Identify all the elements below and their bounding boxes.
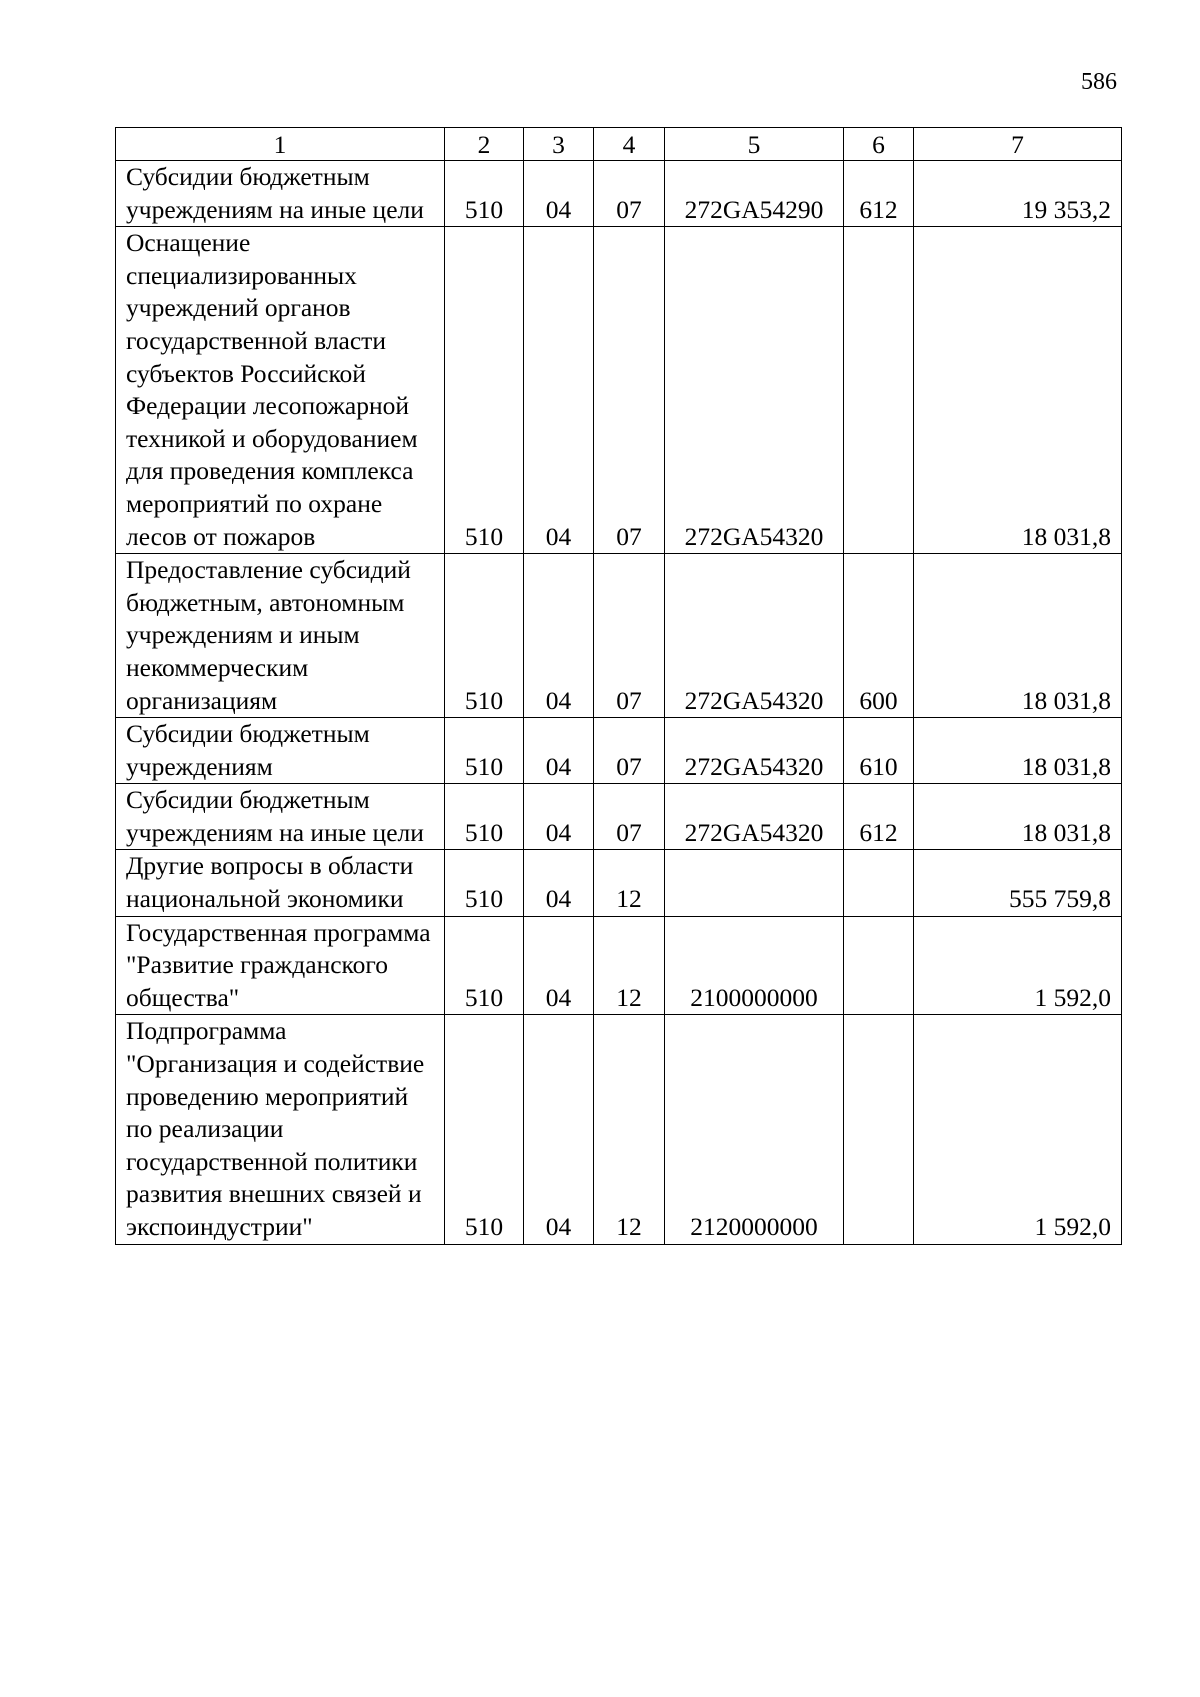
subsection-code-cell: 07 bbox=[594, 718, 665, 784]
target-article-cell: 272GA54320 bbox=[665, 784, 844, 850]
amount-cell: 1 592,0 bbox=[914, 1015, 1122, 1244]
column-header: 3 bbox=[524, 128, 594, 161]
expense-type-cell: 612 bbox=[844, 784, 914, 850]
amount-cell: 18 031,8 bbox=[914, 227, 1122, 554]
target-article-cell: 272GA54320 bbox=[665, 554, 844, 718]
ministry-code-cell: 510 bbox=[445, 161, 524, 227]
section-code-cell: 04 bbox=[524, 554, 594, 718]
ministry-code-cell: 510 bbox=[445, 784, 524, 850]
section-code-cell: 04 bbox=[524, 850, 594, 916]
item-name-cell: Подпрограмма "Организация и содействие проведению мероприятий по реализации государственной политики развития внешних связей и экспоиндустрии" bbox=[116, 1015, 445, 1244]
column-header: 7 bbox=[914, 128, 1122, 161]
expense-type-cell bbox=[844, 227, 914, 554]
ministry-code-cell: 510 bbox=[445, 718, 524, 784]
section-code-cell: 04 bbox=[524, 718, 594, 784]
column-header: 1 bbox=[116, 128, 445, 161]
ministry-code-cell: 510 bbox=[445, 227, 524, 554]
page-number: 586 bbox=[1081, 69, 1117, 95]
amount-cell: 1 592,0 bbox=[914, 916, 1122, 1015]
target-article-cell: 2100000000 bbox=[665, 916, 844, 1015]
target-article-cell: 272GA54290 bbox=[665, 161, 844, 227]
amount-cell: 18 031,8 bbox=[914, 784, 1122, 850]
target-article-cell bbox=[665, 850, 844, 916]
expense-type-cell bbox=[844, 916, 914, 1015]
subsection-code-cell: 12 bbox=[594, 1015, 665, 1244]
budget-table bbox=[115, 127, 1122, 1245]
ministry-code-cell: 510 bbox=[445, 850, 524, 916]
table-row bbox=[116, 784, 1122, 850]
column-header: 2 bbox=[445, 128, 524, 161]
item-name-cell: Оснащение специализированных учреждений органов государственной власти субъектов Российской Федерации лесопожарной техникой и оборудованием для проведения комплекса мероприятий по охране лесов от пожаров bbox=[116, 227, 445, 554]
subsection-code-cell: 07 bbox=[594, 227, 665, 554]
item-name-cell: Предоставление субсидий бюджетным, автономным учреждениям и иным некоммерческим организациям bbox=[116, 554, 445, 718]
expense-type-cell: 600 bbox=[844, 554, 914, 718]
subsection-code-cell: 07 bbox=[594, 784, 665, 850]
item-name-cell: Субсидии бюджетным учреждениям на иные цели bbox=[116, 784, 445, 850]
ministry-code-cell: 510 bbox=[445, 554, 524, 718]
table-row bbox=[116, 1015, 1122, 1244]
expense-type-cell bbox=[844, 850, 914, 916]
section-code-cell: 04 bbox=[524, 784, 594, 850]
column-header: 6 bbox=[844, 128, 914, 161]
table-row bbox=[116, 916, 1122, 1015]
section-code-cell: 04 bbox=[524, 227, 594, 554]
target-article-cell: 272GA54320 bbox=[665, 718, 844, 784]
column-header: 5 bbox=[665, 128, 844, 161]
section-code-cell: 04 bbox=[524, 1015, 594, 1244]
table-row bbox=[116, 554, 1122, 718]
amount-cell: 555 759,8 bbox=[914, 850, 1122, 916]
item-name-cell: Субсидии бюджетным учреждениям на иные цели bbox=[116, 161, 445, 227]
subsection-code-cell: 12 bbox=[594, 850, 665, 916]
table-row bbox=[116, 850, 1122, 916]
expense-type-cell: 612 bbox=[844, 161, 914, 227]
section-code-cell: 04 bbox=[524, 161, 594, 227]
amount-cell: 18 031,8 bbox=[914, 718, 1122, 784]
item-name-cell: Другие вопросы в области национальной экономики bbox=[116, 850, 445, 916]
ministry-code-cell: 510 bbox=[445, 916, 524, 1015]
expense-type-cell: 610 bbox=[844, 718, 914, 784]
subsection-code-cell: 07 bbox=[594, 554, 665, 718]
expense-type-cell bbox=[844, 1015, 914, 1244]
table-row bbox=[116, 718, 1122, 784]
table-row bbox=[116, 227, 1122, 554]
amount-cell: 19 353,2 bbox=[914, 161, 1122, 227]
subsection-code-cell: 12 bbox=[594, 916, 665, 1015]
target-article-cell: 2120000000 bbox=[665, 1015, 844, 1244]
ministry-code-cell: 510 bbox=[445, 1015, 524, 1244]
section-code-cell: 04 bbox=[524, 916, 594, 1015]
item-name-cell: Государственная программа "Развитие гражданского общества" bbox=[116, 916, 445, 1015]
column-number-row bbox=[116, 128, 1122, 161]
item-name-cell: Субсидии бюджетным учреждениям bbox=[116, 718, 445, 784]
subsection-code-cell: 07 bbox=[594, 161, 665, 227]
column-header: 4 bbox=[594, 128, 665, 161]
table-row bbox=[116, 161, 1122, 227]
target-article-cell: 272GA54320 bbox=[665, 227, 844, 554]
amount-cell: 18 031,8 bbox=[914, 554, 1122, 718]
